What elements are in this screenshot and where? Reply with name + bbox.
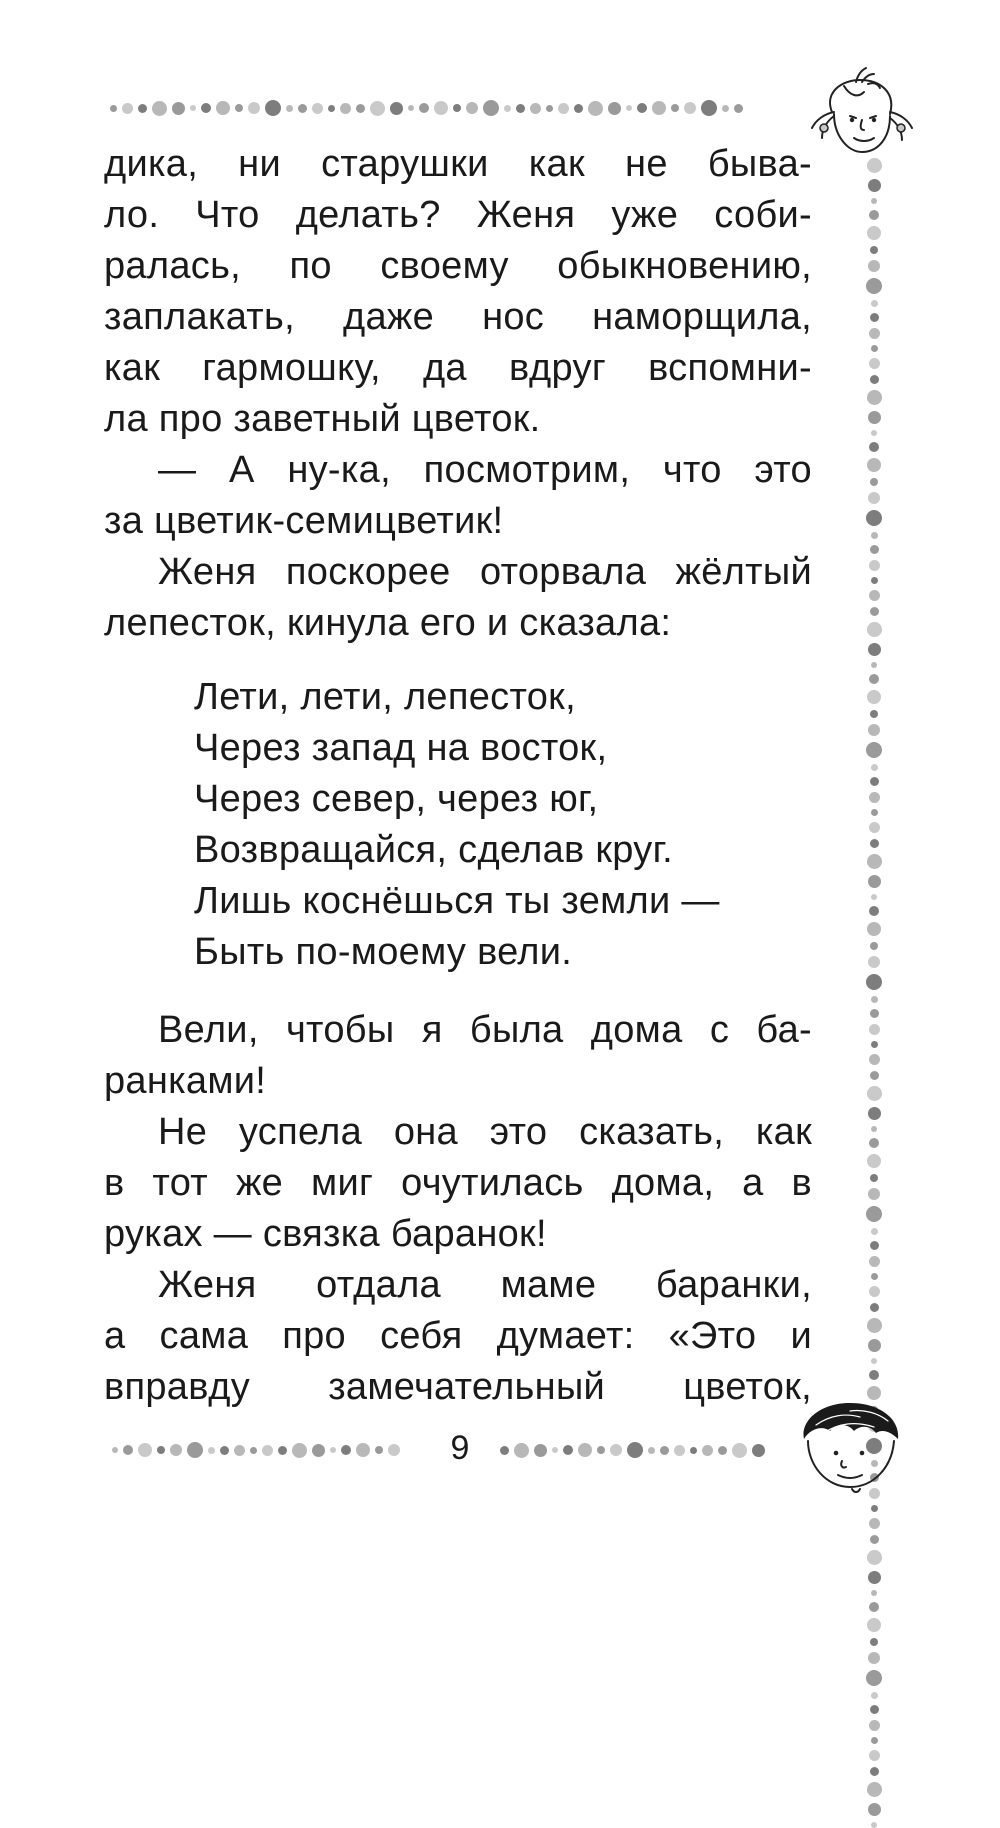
- border-dot: [869, 1138, 879, 1148]
- border-dot: [138, 1443, 152, 1457]
- border-dot: [286, 105, 293, 112]
- border-dot: [868, 956, 880, 968]
- border-dot: [871, 430, 877, 436]
- text-line: руках — связка баранок!: [104, 1213, 547, 1255]
- border-dot: [867, 690, 881, 704]
- border-dot: [278, 1446, 287, 1455]
- girl-face-icon: [804, 62, 916, 162]
- border-dot: [674, 1445, 685, 1456]
- border-dot: [684, 102, 696, 114]
- right-dot-border: [860, 158, 888, 1393]
- border-dot: [869, 210, 879, 220]
- page-number: 9: [450, 1429, 470, 1467]
- border-dot: [869, 674, 879, 684]
- border-dot: [208, 1447, 215, 1454]
- border-dot: [867, 226, 881, 240]
- border-dot: [234, 1445, 245, 1456]
- border-dot: [869, 1720, 880, 1731]
- border-dot: [868, 1339, 881, 1352]
- border-dot: [138, 104, 147, 113]
- border-dot: [388, 1444, 400, 1456]
- poem-line: Возвращайся, сделав круг.: [194, 829, 673, 871]
- text-line: Женя отдала маме баранки,: [158, 1264, 812, 1306]
- border-dot: [870, 607, 879, 616]
- border-dot: [870, 1705, 879, 1714]
- border-dot: [563, 1445, 573, 1455]
- border-dot: [752, 1444, 765, 1457]
- border-dot: [626, 105, 632, 111]
- border-dot: [871, 577, 878, 584]
- border-dot: [530, 103, 541, 114]
- text-line: Вели, чтобы я была дома с ба-: [158, 1009, 812, 1051]
- border-dot: [500, 1446, 509, 1455]
- border-dot: [732, 1443, 747, 1458]
- border-dot: [869, 822, 880, 833]
- border-dot: [871, 809, 878, 816]
- border-dot: [869, 792, 880, 803]
- border-dot: [235, 104, 243, 112]
- border-dot: [868, 1188, 880, 1200]
- poem-line: Лети, лети, лепесток,: [194, 676, 576, 718]
- border-dot: [292, 1443, 307, 1458]
- border-dot: [312, 1444, 325, 1457]
- border-dot: [870, 839, 879, 848]
- border-dot: [340, 103, 351, 114]
- border-dot: [552, 1447, 558, 1453]
- border-dot: [870, 1009, 879, 1018]
- border-dot: [869, 1602, 879, 1612]
- border-dot: [870, 710, 878, 718]
- border-dot: [546, 105, 553, 112]
- text-line: а сама про себя думает: «Это и: [104, 1315, 812, 1357]
- border-dot: [869, 442, 879, 452]
- text-line: — А ну-ка, посмотрим, что это: [158, 449, 812, 491]
- text-line: лепесток, кинула его и сказала:: [104, 602, 672, 644]
- border-dot: [871, 345, 878, 352]
- paragraph-5: [104, 1107, 812, 1260]
- border-dot: [868, 643, 881, 656]
- border-dot: [868, 724, 880, 736]
- text-line: ло. Что делать? Женя уже соби-: [104, 194, 812, 236]
- border-dot: [356, 104, 365, 113]
- text-line: дика, ни старушки как не быва-: [104, 143, 812, 185]
- border-dot: [871, 300, 878, 307]
- border-dot: [867, 622, 882, 637]
- border-dot: [408, 105, 414, 111]
- border-dot: [867, 854, 882, 869]
- border-dot: [390, 102, 403, 115]
- border-dot: [504, 105, 511, 112]
- border-dot: [866, 1670, 882, 1686]
- border-dot: [870, 1638, 878, 1646]
- border-dot: [867, 1318, 882, 1333]
- border-dot: [867, 1154, 881, 1168]
- border-dot: [870, 375, 879, 384]
- border-dot: [866, 278, 882, 294]
- border-dot: [867, 1550, 882, 1565]
- border-dot: [869, 1054, 880, 1065]
- border-dot: [187, 1442, 203, 1458]
- border-dot: [112, 1447, 118, 1453]
- border-dot: [534, 1444, 547, 1457]
- border-dot: [608, 102, 621, 115]
- border-dot: [190, 105, 196, 111]
- border-dot: [871, 1590, 877, 1596]
- border-dot: [871, 1737, 878, 1744]
- border-dot: [702, 1445, 713, 1456]
- border-dot: [870, 1303, 879, 1312]
- border-dot: [867, 1782, 882, 1797]
- border-dot: [870, 313, 879, 322]
- border-dot: [868, 260, 880, 272]
- border-dot: [871, 662, 877, 668]
- border-dot: [514, 1443, 529, 1458]
- border-dot: [122, 103, 133, 114]
- border-dot: [574, 104, 583, 113]
- border-dot: [123, 1445, 133, 1455]
- border-dot: [248, 102, 260, 114]
- text-line: ла про заветный цветок.: [104, 398, 541, 440]
- border-dot: [637, 103, 647, 113]
- text-line: ралась, по своему обыкновению,: [104, 245, 812, 287]
- border-dot: [869, 1518, 880, 1529]
- border-dot: [870, 478, 878, 486]
- poem-stanza: [194, 672, 720, 978]
- border-dot: [375, 1446, 383, 1454]
- border-dot: [453, 104, 461, 112]
- border-dot: [870, 545, 879, 554]
- text-line: заплакать, даже нос наморщила,: [104, 296, 812, 338]
- border-dot: [110, 105, 117, 112]
- border-dot: [262, 1445, 273, 1456]
- border-dot: [871, 1126, 877, 1132]
- border-dot: [871, 1822, 877, 1828]
- poem-line: Через север, через юг,: [194, 778, 599, 820]
- border-dot: [869, 1286, 880, 1297]
- text-line: Женя поскорее оторвала жёлтый: [158, 551, 812, 593]
- bottom-dot-border-right: [500, 1440, 780, 1460]
- border-dot: [871, 1228, 878, 1235]
- border-dot: [328, 105, 335, 112]
- border-dot: [871, 894, 877, 900]
- border-dot: [871, 1041, 878, 1048]
- border-dot: [152, 101, 167, 116]
- border-dot: [483, 100, 499, 116]
- border-dot: [419, 103, 429, 113]
- border-dot: [671, 104, 679, 112]
- border-dot: [866, 742, 882, 758]
- border-dot: [868, 1803, 881, 1816]
- paragraph-1: [104, 139, 812, 445]
- border-dot: [868, 1652, 880, 1664]
- top-dot-border: [110, 98, 822, 118]
- border-dot: [871, 996, 878, 1003]
- border-dot: [870, 246, 878, 254]
- border-dot: [265, 100, 281, 116]
- bottom-dot-border-left: [112, 1440, 422, 1460]
- border-dot: [312, 103, 323, 114]
- border-dot: [588, 101, 603, 116]
- border-dot: [871, 1358, 877, 1364]
- border-dot: [201, 103, 211, 113]
- text-line: как гармошку, да вдруг вспомни-: [104, 347, 812, 389]
- border-dot: [298, 104, 307, 113]
- border-dot: [871, 1505, 878, 1512]
- border-dot: [734, 104, 743, 113]
- border-dot: [871, 198, 877, 204]
- border-dot: [869, 328, 880, 339]
- border-dot: [869, 1024, 880, 1035]
- border-dot: [597, 1446, 605, 1454]
- border-dot: [869, 1750, 880, 1761]
- border-dot: [867, 1086, 882, 1101]
- border-dot: [868, 492, 880, 504]
- border-dot: [867, 458, 881, 472]
- border-dot: [871, 1692, 878, 1699]
- border-dot: [869, 590, 880, 601]
- paragraph-3: [104, 547, 812, 649]
- border-dot: [868, 411, 881, 424]
- border-dot: [870, 942, 878, 950]
- paragraph-2: [104, 445, 812, 547]
- border-dot: [648, 1447, 655, 1454]
- border-dot: [250, 1447, 257, 1454]
- border-dot: [516, 104, 525, 113]
- border-dot: [870, 1071, 879, 1080]
- border-dot: [330, 1447, 336, 1453]
- border-dot: [868, 1107, 881, 1120]
- border-dot: [356, 1443, 370, 1457]
- border-dot: [869, 906, 879, 916]
- border-dot: [870, 1174, 878, 1182]
- border-dot: [871, 764, 878, 771]
- border-dot: [866, 974, 882, 990]
- border-dot: [610, 1444, 622, 1456]
- poem-line: Быть по-моему вели.: [194, 931, 573, 973]
- text-line: в тот же миг очутилась дома, а в: [104, 1162, 812, 1204]
- border-dot: [170, 1444, 182, 1456]
- border-dot: [701, 100, 717, 116]
- border-dot: [341, 1445, 351, 1455]
- border-dot: [871, 1273, 878, 1280]
- text-line: Не успела она это сказать, как: [158, 1111, 812, 1153]
- paragraph-6: [104, 1260, 812, 1413]
- border-dot: [867, 390, 882, 405]
- border-dot: [866, 510, 882, 526]
- border-dot: [870, 777, 879, 786]
- border-dot: [558, 103, 569, 114]
- border-dot: [370, 101, 385, 116]
- border-dot: [868, 179, 881, 192]
- poem-line: Лишь коснёшься ты земли —: [194, 880, 720, 922]
- border-dot: [870, 1535, 879, 1544]
- border-dot: [869, 1256, 880, 1267]
- border-dot: [660, 1446, 669, 1455]
- poem-line: Через запад на восток,: [194, 727, 608, 769]
- border-dot: [870, 1241, 879, 1250]
- border-dot: [220, 1446, 229, 1455]
- border-dot: [172, 102, 185, 115]
- border-dot: [216, 101, 230, 115]
- border-dot: [690, 1447, 697, 1454]
- paragraph-4: [104, 1005, 812, 1107]
- border-dot: [722, 105, 729, 112]
- border-dot: [868, 1571, 881, 1584]
- border-dot: [434, 101, 448, 115]
- border-dot: [866, 1206, 882, 1222]
- border-dot: [868, 875, 881, 888]
- border-dot: [869, 560, 880, 571]
- border-dot: [578, 1443, 592, 1457]
- border-dot: [869, 1370, 879, 1380]
- border-dot: [157, 1446, 165, 1454]
- text-line: вправду замечательный цветок,: [104, 1366, 812, 1408]
- border-dot: [869, 358, 880, 369]
- border-dot: [867, 1618, 881, 1632]
- border-dot: [627, 1442, 643, 1458]
- border-dot: [871, 532, 878, 539]
- border-dot: [870, 1767, 879, 1776]
- border-dot: [718, 1446, 727, 1455]
- border-dot: [466, 102, 478, 114]
- text-line: ранками!: [104, 1060, 267, 1102]
- border-dot: [652, 101, 666, 115]
- text-line: за цветик-семицветик!: [104, 500, 504, 542]
- border-dot: [867, 922, 881, 936]
